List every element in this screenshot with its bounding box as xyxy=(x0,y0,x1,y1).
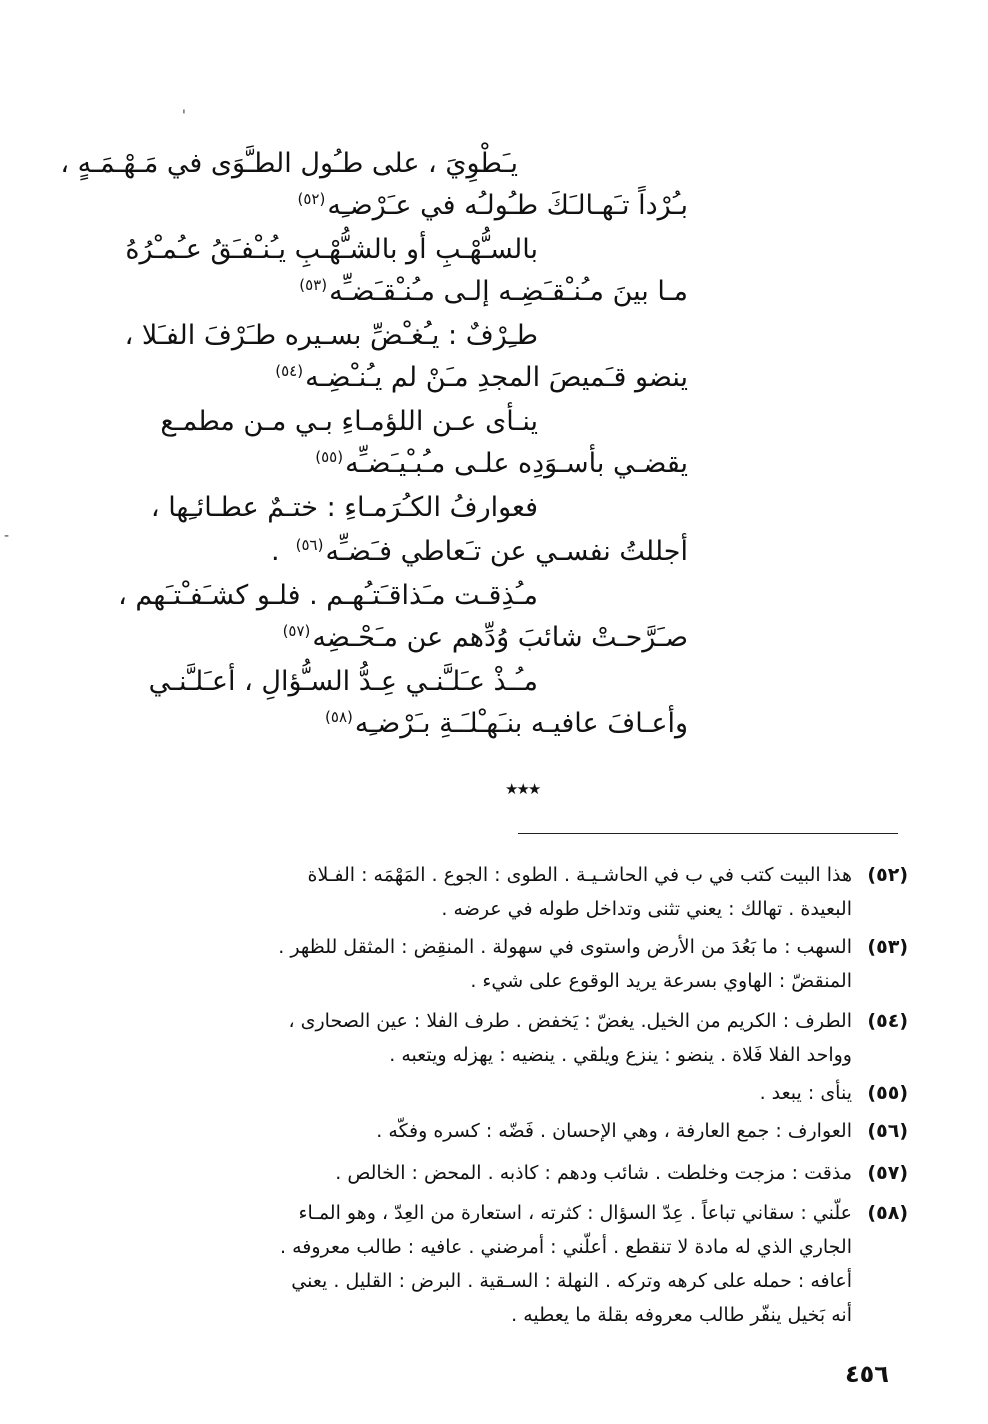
verse-number: (٥٥) xyxy=(315,448,344,466)
verse-line xyxy=(60,150,518,177)
footnote xyxy=(168,930,908,998)
footnote xyxy=(168,1076,908,1110)
footnote-number: (٥٧) xyxy=(867,1162,908,1184)
verse-text: بالسـُّهْـبِ أو بالشـُّهْـبِ يـُنـْفـَقُ عـُمـْرُهُ xyxy=(125,234,538,265)
verse-text: ينـأى عـن اللؤمـاءِ بـي مـن مطمـع xyxy=(160,406,538,437)
verse-line xyxy=(149,668,538,695)
verse-number: (٥٧) xyxy=(282,622,311,640)
footnote-text: هذا البيت كتب في ب في الحاشـيـة . الطوى : الجوع . المَهْمَه : الفـلاة xyxy=(307,864,852,886)
footnote-text: أعافه : حمله على كرهه وتركه . النهلة : السـقية . البرض : القليل . يعني xyxy=(291,1270,852,1292)
footnote-first-line xyxy=(168,1196,908,1230)
footnote-first-line xyxy=(168,1076,908,1110)
footnote-text: الطرف : الكريم من الخيل. يغضّ : يَخفض . طرف الفلا : عين الصحارى ، xyxy=(288,1010,852,1032)
footnote-number: (٥٣) xyxy=(867,936,908,958)
margin-mark: - xyxy=(4,528,10,544)
ink-speck: ' xyxy=(182,108,186,124)
verse-line xyxy=(269,364,688,391)
footnote-text: المنقضّ : الهاوي بسرعة يريد الوقوع على شيء . xyxy=(470,970,852,992)
footnote-first-line xyxy=(168,1156,908,1190)
footnote-number: (٥٥) xyxy=(867,1082,908,1104)
footnote-rule xyxy=(518,833,898,834)
verse-line xyxy=(271,538,688,565)
footnote-text: مذقت : مزجت وخلطت . شائب ودهم : كاذبه . المحض : الخالص . xyxy=(335,1162,852,1184)
footnote-first-line xyxy=(168,1114,908,1148)
footnote-text: علّني : سقاني تباعاً . عِدّ السؤال : كثرته ، استعارة من العِدّ ، وهو المـاء xyxy=(298,1202,852,1224)
verse-line xyxy=(309,450,688,477)
footnote-text: السهب : ما بَعُدَ من الأرض واستوى في سهولة . المنقِض : المثقل للظهر . xyxy=(278,936,852,958)
footnote-first-line xyxy=(168,930,908,964)
verse-text: طـِرْفٌ : يـُغـْضِّ بسـيره طـَرْفَ الفـَلا ، xyxy=(124,320,538,351)
verse-number: (٥٤) xyxy=(275,362,304,380)
verse-line xyxy=(151,494,538,521)
verse-line xyxy=(293,278,688,305)
footnote-text: البعيدة . تهالك : يعني تثنى وتداخل طوله في عرضه . xyxy=(441,898,852,920)
footnote-first-line xyxy=(168,858,908,892)
verse-number: (٥٦) xyxy=(295,536,324,554)
footnote xyxy=(168,1114,908,1148)
footnote-text: الجاري الذي له مادة لا تنقطع . أعلّني : أمرضني . عافيه : طالب معروفه . xyxy=(280,1236,852,1258)
footnote-text: أنه بَخيل ينفّر طالب معروفه بقلة ما يعطيه . xyxy=(511,1304,852,1326)
footnote xyxy=(168,1156,908,1190)
verse-text: مـُذِقـت مـَذاقـَتـُهـم . فلـو كشـَفـْتـَهم ، xyxy=(118,580,538,611)
verse-line xyxy=(291,192,688,219)
footnote-first-line xyxy=(168,1004,908,1038)
footnote-number: (٥٨) xyxy=(867,1202,908,1224)
verse-line xyxy=(118,582,538,609)
verse-line xyxy=(277,624,688,651)
verse-number: (٥٣) xyxy=(299,276,328,294)
verse-text: بـُرْداً تـَهـالـَكَ طـُولـُه في عـَرْضـِه xyxy=(327,190,688,221)
verse-text: يـَطْوِيَ ، على طـُول الطـَّوَى في مَـهْـمَـهٍ ، xyxy=(60,148,518,179)
verse-text: مـُـذْ عـَلـَّنـي عِـدُّ السـُّؤالِ ، أعـَلـَّنـي xyxy=(148,666,538,697)
footnote-text: العوارف : جمع العارفة ، وهي الإحسان . فَضّه : كسره وفكّه . xyxy=(376,1120,852,1142)
footnote-text: ينأى : يبعد . xyxy=(759,1082,852,1104)
verse-text: فعوارفُ الكـُرَمـاءِ : ختـمٌ عطـائـِها ، xyxy=(150,492,538,523)
footnote-text: وواحد الفلا فَلاة . ينضو : ينزع ويلقي . ينضيه : يهزله ويتعبه . xyxy=(389,1044,852,1066)
footnote-number: (٥٢) xyxy=(867,864,908,886)
verse-line xyxy=(160,408,538,435)
verse-text: صـَرَّحـتْ شائبَ وُدِّهم عن مـَحْـضِه xyxy=(312,622,688,653)
verse-line xyxy=(319,710,688,737)
footnote-number: (٥٤) xyxy=(867,1010,908,1032)
verse-trailing-mark: . xyxy=(271,536,280,567)
verse-text: يقضـي بأسـوَدِه علـى مـُبـْيـَضـِّه xyxy=(345,448,688,479)
verse-line xyxy=(125,236,538,263)
footnote xyxy=(168,1196,908,1332)
page-number: ٤٥٦ xyxy=(845,1360,889,1388)
verse-text: ينضو قـَميصَ المجدِ مـَنْ لم يـُنـْضِـه xyxy=(305,362,688,393)
footnote xyxy=(168,1004,908,1072)
verse-number: (٥٨) xyxy=(325,708,353,726)
footnote xyxy=(168,858,908,926)
verse-text: أجللتُ نفسـي عن تـَعاطي فـَضـِّه xyxy=(325,536,688,567)
footnote-number: (٥٦) xyxy=(867,1120,908,1142)
verse-number: (٥٢) xyxy=(297,190,326,208)
verse-line xyxy=(125,322,538,349)
section-separator-stars: ★★★ xyxy=(505,780,540,798)
verse-text: وأعـافَ عافيـه بنـَهـْلـَـةِ بـَرْضـِه xyxy=(354,708,688,739)
verse-text: مـا بينَ مـُنـْقـَضِـه إلـى مـُنـْقـَضـِّه xyxy=(329,276,688,307)
